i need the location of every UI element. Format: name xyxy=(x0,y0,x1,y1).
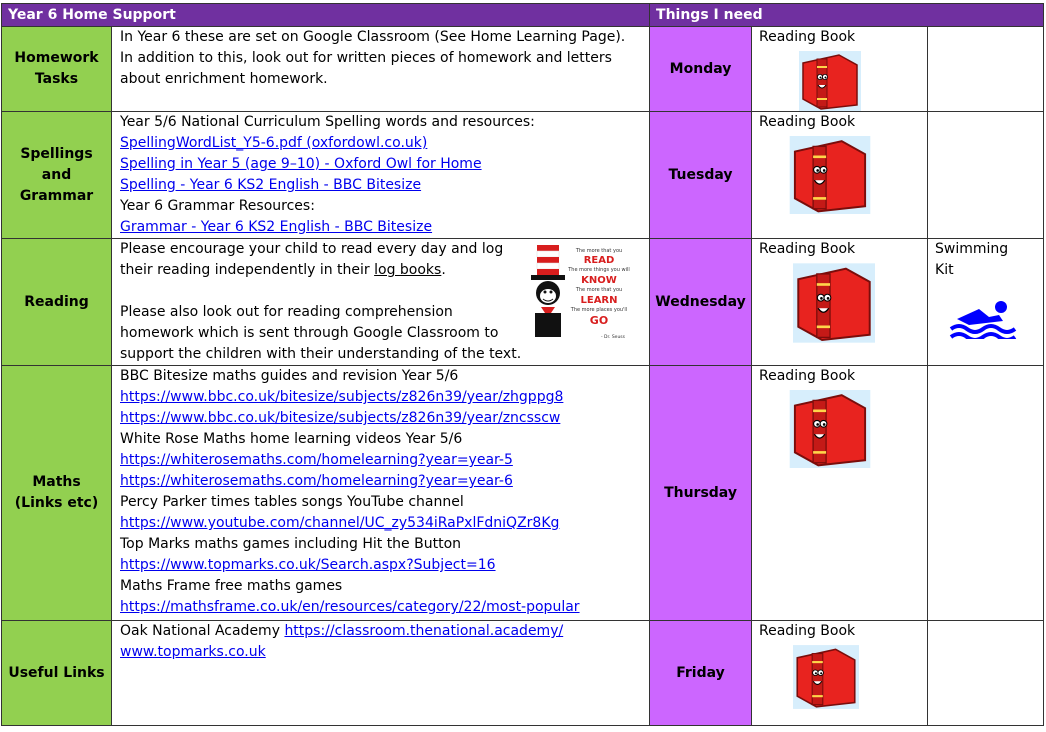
maths-label: Maths (Links etc) xyxy=(2,366,112,621)
friday-items xyxy=(752,621,928,726)
reading-label: Reading xyxy=(2,239,112,366)
wednesday-items xyxy=(752,239,928,366)
maths-line: Percy Parker times tables songs YouTube channel xyxy=(120,494,464,510)
bbc-spelling-link[interactable]: Spelling - Year 6 KS2 English - BBC Bitesize xyxy=(120,177,422,193)
homework-row xyxy=(2,27,1044,112)
reading-text: The more that you READ The more things you will KNOW The more that you LEARN The more places you'll GO - Dr. Seuss Please encourage your child to read every day and log their reading independently in their log books. Please also look out for reading comprehension homework which is sent through Google Classroom to support the children with their understanding of the text. xyxy=(112,239,650,366)
tuesday-items xyxy=(752,112,928,239)
svg-text:- Dr. Seuss: - Dr. Seuss xyxy=(601,335,626,340)
topmarks-search-link[interactable]: https://www.topmarks.co.uk/Search.aspx?Subject=16 xyxy=(120,557,496,573)
spellings-intro: Year 5/6 National Curriculum Spelling words and resources: xyxy=(120,114,535,130)
maths-line: Top Marks maths games including Hit the Button xyxy=(120,536,462,552)
useful-links-text: Oak National Academy https://classroom.thenational.academy/ www.topmarks.co.uk xyxy=(112,621,650,726)
log-books-text: log books xyxy=(374,262,442,278)
thursday-items xyxy=(752,366,928,621)
svg-text:The more that you: The more that you xyxy=(575,287,623,293)
maths-text xyxy=(112,366,650,621)
friday-item: Reading Book xyxy=(759,623,856,639)
wednesday-extra: Swimming Kit xyxy=(928,239,1044,366)
swimming-kit-label: Swimming xyxy=(935,241,1009,257)
bbc-grammar-link[interactable]: Grammar - Year 6 KS2 English - BBC Bitesize xyxy=(120,219,433,235)
maths-line: White Rose Maths home learning videos Year 5/6 xyxy=(120,431,463,447)
svg-text:The more that you: The more that you xyxy=(575,248,623,254)
things-title: Things I need xyxy=(650,4,1044,27)
thursday-extra xyxy=(928,366,1044,621)
youtube-channel-link[interactable]: https://www.youtube.com/channel/UC_zy534iRaPxlFdniQZr8Kg xyxy=(120,515,560,531)
svg-text:LEARN: LEARN xyxy=(580,295,618,306)
thursday-item: Reading Book xyxy=(759,368,856,384)
oxford-owl-link[interactable]: Spelling in Year 5 (age 9–10) - Oxford Owl for Home xyxy=(120,156,482,172)
homework-label: Homework Tasks xyxy=(2,27,112,112)
mathsframe-link[interactable]: https://mathsframe.co.uk/en/resources/category/22/most-popular xyxy=(120,599,580,615)
reading-book-icon xyxy=(799,51,861,111)
svg-text:READ: READ xyxy=(583,255,615,266)
svg-text:GO: GO xyxy=(589,314,609,327)
bbc-maths-y6-link[interactable]: https://www.bbc.co.uk/bitesize/subjects/z826n39/year/zncsscw xyxy=(120,410,561,426)
svg-text:The more things you will: The more things you will xyxy=(568,267,630,273)
spellings-text xyxy=(112,112,650,239)
monday-extra xyxy=(928,27,1044,112)
monday-item: Reading Book xyxy=(759,29,856,45)
topmarks-link[interactable]: www.topmarks.co.uk xyxy=(120,644,266,660)
white-rose-y6-link[interactable]: https://whiterosemaths.com/homelearning?year=year-6 xyxy=(120,473,513,489)
useful-links-row xyxy=(2,621,1044,726)
day-tuesday: Tuesday xyxy=(650,112,752,239)
cat-in-the-hat-poster-image xyxy=(529,243,633,343)
home-support-table xyxy=(1,3,1044,726)
wednesday-item: Reading Book xyxy=(759,241,856,257)
header-row xyxy=(2,4,1044,27)
tuesday-item: Reading Book xyxy=(759,114,856,130)
svg-text:The more places you'll: The more places you'll xyxy=(570,307,628,313)
reading-row xyxy=(2,239,1044,366)
oak-national-link[interactable]: https://classroom.thenational.academy/ xyxy=(284,623,564,639)
bbc-maths-y5-link[interactable]: https://www.bbc.co.uk/bitesize/subjects/z826n39/year/zhgppg8 xyxy=(120,389,564,405)
swimmer-icon xyxy=(949,299,1017,339)
reading-book-icon xyxy=(793,645,859,709)
white-rose-y5-link[interactable]: https://whiterosemaths.com/homelearning?year=year-5 xyxy=(120,452,513,468)
maths-line: Maths Frame free maths games xyxy=(120,578,343,594)
reading-book-icon xyxy=(789,390,871,468)
friday-extra xyxy=(928,621,1044,726)
spellings-label: Spellings and Grammar xyxy=(2,112,112,239)
day-thursday: Thursday xyxy=(650,366,752,621)
homework-text: In Year 6 these are set on Google Classroom (See Home Learning Page). In addition to this, look out for written pieces of homework and letters about enrichment homework. xyxy=(112,27,650,112)
spelling-wordlist-link[interactable]: SpellingWordList_Y5-6.pdf (oxfordowl.co.uk) xyxy=(120,135,428,151)
useful-links-label: Useful Links xyxy=(2,621,112,726)
day-friday: Friday xyxy=(650,621,752,726)
day-wednesday: Wednesday xyxy=(650,239,752,366)
reading-book-icon xyxy=(789,136,871,214)
maths-line: BBC Bitesize maths guides and revision Year 5/6 xyxy=(120,368,459,384)
spellings-row xyxy=(2,112,1044,239)
grammar-intro: Year 6 Grammar Resources: xyxy=(120,198,315,214)
header-title: Year 6 Home Support xyxy=(2,4,650,27)
monday-items xyxy=(752,27,928,112)
maths-row xyxy=(2,366,1044,621)
day-monday: Monday xyxy=(650,27,752,112)
reading-book-icon xyxy=(793,263,875,343)
tuesday-extra xyxy=(928,112,1044,239)
svg-text:KNOW: KNOW xyxy=(581,275,617,286)
